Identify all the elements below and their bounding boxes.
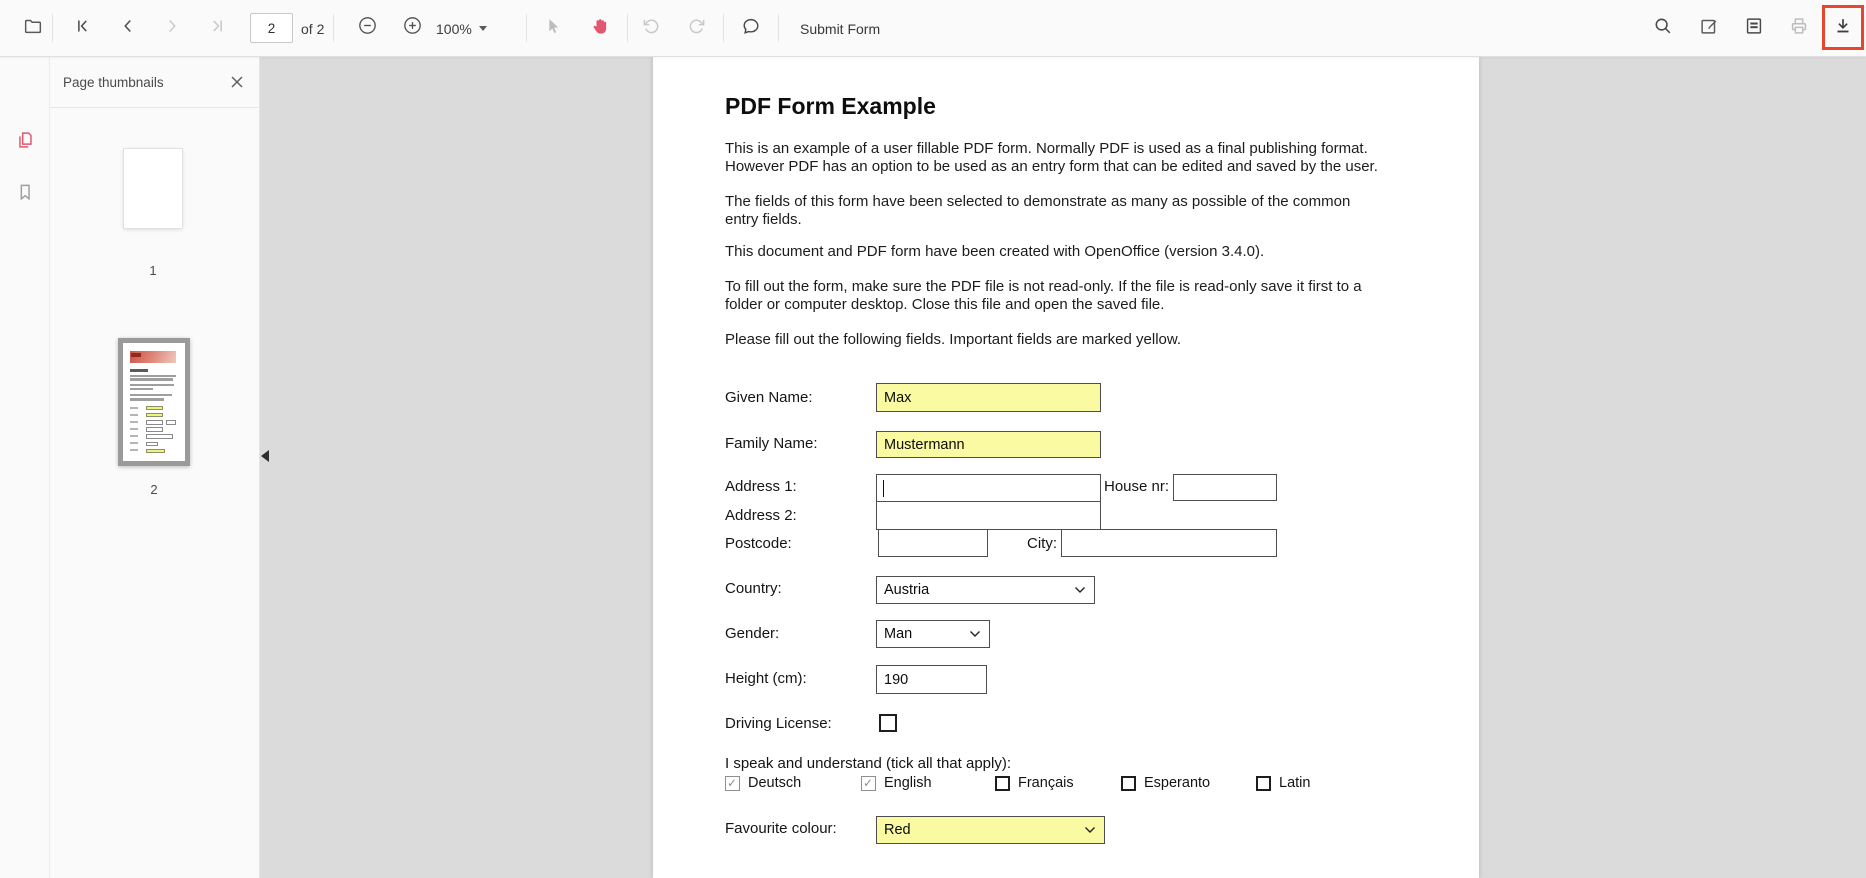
given-name-label: Given Name:	[725, 389, 813, 406]
toolbar-divider	[52, 14, 53, 42]
doc-paragraph: The fields of this form have been selected to demonstrate as many as possible of the common	[725, 193, 1351, 210]
chevron-down-icon	[479, 26, 487, 31]
search-icon	[1652, 15, 1674, 42]
page-thumbnail-2[interactable]	[118, 338, 190, 466]
chevron-right-icon	[161, 15, 183, 42]
house-nr-input[interactable]	[1173, 474, 1277, 501]
checkbox-francais[interactable]	[995, 776, 1010, 791]
postcode-input[interactable]	[878, 529, 988, 557]
toolbar-divider	[627, 14, 628, 42]
doc-paragraph: Please fill out the following fields. Important fields are marked yellow.	[725, 331, 1182, 348]
pointer-tool-button[interactable]	[535, 10, 571, 46]
document-viewport	[260, 57, 1866, 878]
pointer-icon	[542, 15, 564, 42]
doc-paragraph: This is an example of a user fillable PDF form. Normally PDF is used as a final publishing format.	[725, 140, 1368, 157]
checkbox-esperanto[interactable]	[1121, 776, 1136, 791]
comment-tool-button[interactable]	[733, 10, 769, 46]
page-thumbnails-icon	[14, 129, 36, 156]
close-panel-button[interactable]	[225, 71, 249, 95]
height-label: Height (cm):	[725, 670, 807, 687]
toolbar-divider	[778, 14, 779, 42]
toolbar-divider	[526, 14, 527, 42]
first-page-icon	[72, 15, 94, 42]
close-icon	[230, 75, 244, 92]
postcode-label: Postcode:	[725, 535, 792, 552]
zoom-out-icon	[356, 14, 379, 42]
checkbox-english[interactable]	[861, 776, 876, 791]
city-input[interactable]	[1061, 529, 1277, 557]
label-deutsch: Deutsch	[748, 775, 802, 791]
last-page-icon	[206, 15, 228, 42]
first-page-button[interactable]	[65, 10, 101, 46]
favourite-colour-value: Red	[884, 822, 911, 838]
redo-button[interactable]	[679, 10, 715, 46]
zoom-level-value: 100%	[436, 20, 472, 37]
annotate-icon	[1698, 15, 1720, 42]
doc-paragraph: To fill out the form, make sure the PDF file is not read-only. If the file is read-only save it first to a	[725, 278, 1362, 295]
label-esperanto: Esperanto	[1144, 775, 1211, 791]
open-document-button[interactable]	[15, 10, 51, 46]
thumbnail-label-1: 1	[149, 263, 157, 278]
comment-icon	[740, 15, 762, 42]
family-name-input[interactable]: Mustermann	[876, 431, 1101, 458]
chevron-down-icon	[969, 626, 981, 642]
gender-select[interactable]	[876, 620, 990, 648]
zoom-out-button[interactable]	[349, 10, 385, 46]
sidebar-tab-bookmarks[interactable]	[7, 176, 43, 212]
toolbar-divider	[723, 14, 724, 42]
driving-license-checkbox[interactable]	[879, 714, 897, 732]
panel-title: Page thumbnails	[63, 74, 164, 90]
label-english: English	[884, 775, 932, 791]
address2-input[interactable]	[876, 501, 1101, 530]
download-button[interactable]	[1825, 10, 1861, 46]
country-label: Country:	[725, 580, 782, 597]
next-page-button[interactable]	[154, 10, 190, 46]
redo-icon	[687, 15, 708, 41]
address2-label: Address 2:	[725, 507, 797, 524]
given-name-input[interactable]: Max	[876, 383, 1101, 412]
text-cursor	[883, 480, 884, 497]
label-francais: Français	[1018, 775, 1074, 791]
toolbar	[0, 0, 1866, 57]
zoom-in-button[interactable]	[394, 10, 430, 46]
doc-title: PDF Form Example	[725, 93, 936, 119]
country-value: Austria	[884, 582, 930, 598]
hand-tool-icon	[589, 15, 611, 42]
gender-value: Man	[884, 626, 913, 642]
submit-form-button[interactable]: Submit Form	[800, 20, 881, 37]
page-total-label: of 2	[301, 20, 325, 37]
undo-button[interactable]	[632, 10, 668, 46]
thumbnails-view-icon	[1743, 15, 1765, 42]
doc-paragraph: However PDF has an option to be used as an entry form that can be edited and saved by the user.	[725, 158, 1378, 175]
download-icon	[1832, 15, 1854, 42]
previous-page-button[interactable]	[110, 10, 146, 46]
undo-icon	[640, 15, 661, 41]
thumbnails-panel	[50, 57, 260, 878]
family-name-label: Family Name:	[725, 435, 818, 452]
country-select[interactable]	[876, 576, 1095, 604]
last-page-button[interactable]	[199, 10, 235, 46]
zoom-level-dropdown[interactable]	[436, 0, 487, 57]
annotate-button[interactable]	[1691, 10, 1727, 46]
chevron-down-icon	[1074, 582, 1086, 598]
label-latin: Latin	[1279, 775, 1311, 791]
languages-label: I speak and understand (tick all that apply):	[725, 755, 1011, 772]
address1-label: Address 1:	[725, 478, 797, 495]
print-icon	[1788, 15, 1810, 42]
search-button[interactable]	[1645, 10, 1681, 46]
doc-paragraph: folder or computer desktop. Close this file and open the saved file.	[725, 296, 1165, 313]
checkbox-deutsch[interactable]	[725, 776, 740, 791]
collapse-sidebar-handle[interactable]	[261, 450, 269, 462]
page-thumbnail-1[interactable]	[124, 149, 182, 228]
doc-paragraph: This document and PDF form have been created with OpenOffice (version 3.4.0).	[725, 243, 1265, 260]
zoom-in-icon	[401, 14, 424, 42]
thumbnails-view-button[interactable]	[1736, 10, 1772, 46]
chevron-down-icon	[1084, 822, 1096, 838]
height-input[interactable]: 190	[876, 665, 987, 694]
thumbnail-label-2: 2	[150, 482, 158, 497]
favourite-colour-select[interactable]	[876, 816, 1105, 844]
print-button[interactable]	[1781, 10, 1817, 46]
panel-header	[50, 57, 259, 108]
doc-paragraph: entry fields.	[725, 211, 802, 228]
toolbar-divider	[333, 14, 334, 42]
pdf-page	[653, 57, 1479, 878]
driving-license-label: Driving License:	[725, 715, 832, 732]
page-number-input[interactable]: 2	[250, 13, 293, 43]
bookmark-icon	[14, 181, 36, 208]
sidebar-tab-thumbnails[interactable]	[7, 124, 43, 160]
sidebar-rail	[0, 57, 50, 878]
chevron-left-icon	[117, 15, 139, 42]
favourite-colour-label: Favourite colour:	[725, 820, 837, 837]
address1-input[interactable]	[876, 474, 1101, 502]
checkbox-latin[interactable]	[1256, 776, 1271, 791]
house-nr-label: House nr:	[1104, 478, 1170, 495]
gender-label: Gender:	[725, 625, 780, 642]
hand-tool-button[interactable]	[582, 10, 618, 46]
folder-icon	[22, 15, 44, 42]
thumbnail-2-preview	[123, 343, 185, 461]
city-label: City:	[1027, 535, 1057, 552]
